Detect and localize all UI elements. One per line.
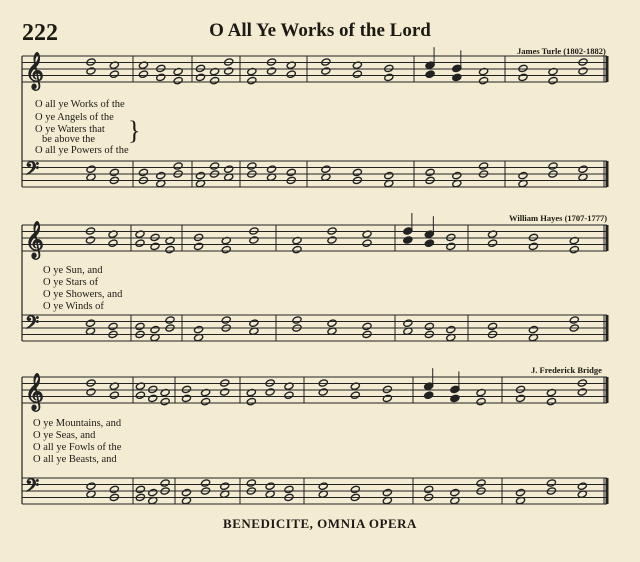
brace: } [128,116,141,145]
verse-2-4: O ye Winds of [43,301,104,312]
bass-clef: 𝄢 [25,159,40,184]
hymn-number: 222 [22,20,58,46]
verse-2-1: O ye Sun, and [43,265,103,276]
verse-1-4: O all ye Powers of the [35,145,129,156]
bass-clef: 𝄢 [25,476,40,501]
verse-2-2: O ye Stars of [43,277,99,288]
footer-title: BENEDICITE, OMNIA OPERA [223,516,417,531]
verse-3-2: O ye Seas, and [33,430,96,441]
treble-clef: 𝄞 [25,51,44,89]
verse-3-4: O all ye Beasts, and [33,454,117,465]
treble-clef: 𝄞 [25,372,44,410]
composer-2: William Hayes (1707-1777) [509,213,608,223]
hymn-title: O All Ye Works of the Lord [209,20,431,41]
verse-1-1: O all ye Works of the [35,99,125,110]
verse-1-3-extra: be above the [42,134,96,145]
verse-1-2: O ye Angels of the [35,112,114,123]
composer-1: James Turle (1802-1882) [517,46,606,56]
treble-clef: 𝄞 [25,220,44,258]
composer-3: J. Frederick Bridge [531,365,602,375]
verse-3-3: O all ye Fowls of the [33,442,122,453]
verse-2-3: O ye Showers, and [43,289,123,300]
verse-3-1: O ye Mountains, and [33,418,122,429]
verse-1-3: O ye Waters that [35,124,105,135]
bass-clef: 𝄢 [25,313,40,338]
